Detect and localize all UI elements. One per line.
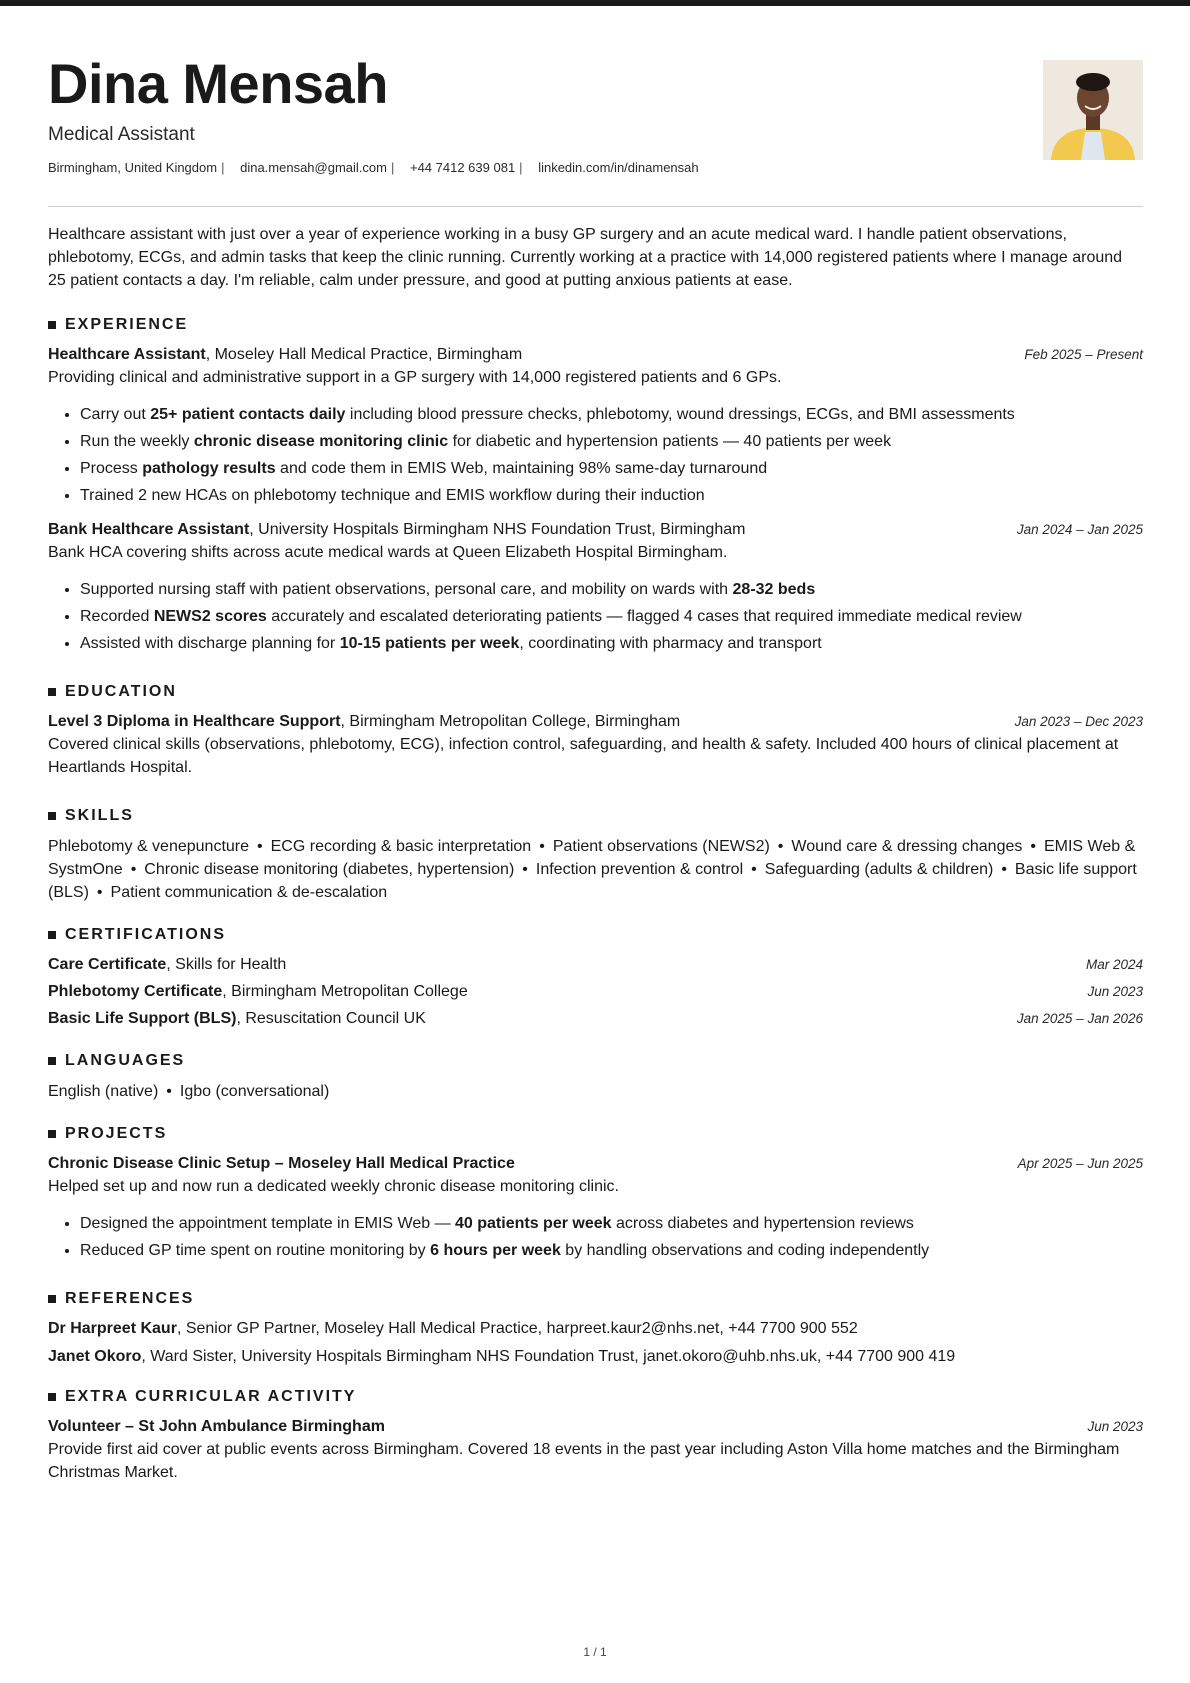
project-date: Apr 2025 – Jun 2025 xyxy=(1017,1156,1143,1171)
skill-item: Basic life support (BLS) xyxy=(48,861,1137,901)
bullet-item xyxy=(80,1210,1143,1237)
skill-item: Patient communication & de-escalation xyxy=(110,884,388,901)
education-description: Covered clinical skills (observations, phlebotomy, ECG), infection control, safeguarding, and health & safety. Included 400 hours of clinical placement at Heartlands Hospital. xyxy=(48,736,1119,776)
bullet-highlight: 28-32 beds xyxy=(732,581,816,598)
entry-heading xyxy=(48,346,522,364)
language-item: Igbo (conversational) xyxy=(179,1083,330,1100)
bullet-text: including blood pressure checks, phlebotomy, wound dressings, ECGs, and BMI assessments xyxy=(345,406,1015,423)
skill-item: Patient observations (NEWS2) xyxy=(552,838,770,855)
education-org: , Birmingham Metropolitan College, Birmingham xyxy=(340,713,681,730)
bullet-dot-icon: • xyxy=(1001,861,1007,878)
person-avatar-icon xyxy=(1043,60,1143,160)
certification-org: , Birmingham Metropolitan College xyxy=(222,983,468,1000)
skill-item: EMIS Web & SystmOne xyxy=(48,838,1136,878)
section-skills xyxy=(48,807,1143,825)
entry-head xyxy=(48,346,1143,364)
bullet-dot-icon: • xyxy=(777,838,784,855)
section-title: LANGUAGES xyxy=(65,1052,186,1069)
bullet-item xyxy=(80,428,1143,455)
bullet-dot-icon: • xyxy=(522,861,528,878)
contact-separator: | xyxy=(390,160,395,175)
certification-heading xyxy=(48,1010,426,1028)
job-date: Feb 2025 – Present xyxy=(1024,347,1143,362)
reference-row xyxy=(48,1348,1143,1366)
certification-date: Mar 2024 xyxy=(1085,957,1143,972)
section-square-icon xyxy=(48,321,56,329)
bullet-dot-icon: • xyxy=(96,884,103,901)
bullet-text: Designed the appointment template in EMIS Web — xyxy=(80,1215,456,1232)
project-description: Helped set up and now run a dedicated weekly chronic disease monitoring clinic. xyxy=(48,1178,619,1195)
entry-head xyxy=(48,713,1143,731)
bullet-text: Run the weekly xyxy=(80,433,194,450)
bullet-highlight: 40 patients per week xyxy=(455,1215,612,1232)
bullet-dot-icon: • xyxy=(751,861,757,878)
bullet-highlight: pathology results xyxy=(142,460,276,477)
contact-linkedin[interactable]: linkedin.com/in/dinamensah xyxy=(538,160,699,175)
contact-phone[interactable]: +44 7412 639 081 xyxy=(409,160,516,175)
section-square-icon xyxy=(48,1393,56,1401)
section-square-icon xyxy=(48,931,56,939)
job-bullets xyxy=(48,401,1143,509)
entry-heading xyxy=(48,713,680,731)
top-border xyxy=(0,0,1190,6)
reference-detail: , Ward Sister, University Hospitals Birmingham NHS Foundation Trust, janet.okoro@uhb.nhs.uk, +44 7700 900 419 xyxy=(141,1348,956,1365)
section-certifications xyxy=(48,926,1143,944)
entry-head xyxy=(48,1418,1143,1436)
bullet-item xyxy=(80,482,1143,509)
experience-item xyxy=(48,521,1143,657)
bullet-text: Reduced GP time spent on routine monitoring by xyxy=(80,1242,431,1259)
bullet-highlight: NEWS2 scores xyxy=(153,608,267,625)
certification-row xyxy=(48,1010,1143,1028)
section-title: SKILLS xyxy=(65,807,134,824)
certification-name: Phlebotomy Certificate xyxy=(48,983,223,1000)
section-square-icon xyxy=(48,1130,56,1138)
reference-name: Dr Harpreet Kaur xyxy=(48,1320,177,1337)
bullet-item xyxy=(80,576,1143,603)
bullet-dot-icon: • xyxy=(130,861,137,878)
section-title: EDUCATION xyxy=(65,683,177,700)
section-languages xyxy=(48,1052,1143,1070)
section-square-icon xyxy=(48,812,56,820)
certification-row xyxy=(48,983,1143,1001)
entry-head xyxy=(48,521,1143,539)
certification-date: Jan 2025 – Jan 2026 xyxy=(1016,1011,1143,1026)
section-experience xyxy=(48,316,1143,334)
bullet-text: Process xyxy=(80,460,143,477)
skill-item: Safeguarding (adults & children) xyxy=(764,861,994,878)
entry-heading xyxy=(48,521,745,539)
experience-item xyxy=(48,346,1143,509)
activity-date: Jun 2023 xyxy=(1087,1419,1143,1434)
job-description: Bank HCA covering shifts across acute medical wards at Queen Elizabeth Hospital Birmingham. xyxy=(48,544,728,561)
bullet-highlight: 6 hours per week xyxy=(430,1242,561,1259)
bullet-dot-icon: • xyxy=(1030,838,1036,855)
job-org: , University Hospitals Birmingham NHS Foundation Trust, Birmingham xyxy=(249,521,746,538)
bullet-highlight: 10-15 patients per week xyxy=(339,635,520,652)
job-org: , Moseley Hall Medical Practice, Birmingham xyxy=(205,346,523,363)
entry-head xyxy=(48,1155,1143,1173)
header-divider xyxy=(48,206,1143,207)
job-role: Healthcare Assistant xyxy=(48,346,206,363)
bullet-item xyxy=(80,455,1143,482)
section-title: PROJECTS xyxy=(65,1125,168,1142)
bullet-item xyxy=(80,401,1143,428)
skill-item: Infection prevention & control xyxy=(535,861,744,878)
section-references xyxy=(48,1290,1143,1308)
section-title: REFERENCES xyxy=(65,1290,195,1307)
project-bullets xyxy=(48,1210,1143,1264)
project-title: Chronic Disease Clinic Setup – Moseley Hall Medical Practice xyxy=(48,1155,515,1172)
activity-title: Volunteer – St John Ambulance Birmingham xyxy=(48,1418,385,1435)
skills-list xyxy=(48,835,1143,904)
skill-item: Wound care & dressing changes xyxy=(791,838,1023,855)
bullet-text: , coordinating with pharmacy and transport xyxy=(519,635,822,652)
education-date: Jan 2023 – Dec 2023 xyxy=(1014,714,1143,729)
certification-row xyxy=(48,956,1143,974)
summary: Healthcare assistant with just over a year of experience working in a busy GP surgery and an acute medical ward. I handle patient observations, phlebotomy, ECGs, and admin tasks that keep the clinic running. Currently working at a practice with 14,000 registered patients where I manage around 25 patient contacts a day. I'm reliable, calm under pressure, and good at putting anxious patients at ease. xyxy=(48,226,1123,289)
bullet-text: Trained 2 new HCAs on phlebotomy technique and EMIS workflow during their induction xyxy=(80,487,705,504)
section-title: EXTRA CURRICULAR ACTIVITY xyxy=(65,1388,357,1405)
reference-detail: , Senior GP Partner, Moseley Hall Medical Practice, harpreet.kaur2@nhs.net, +44 7700 900 552 xyxy=(176,1320,858,1337)
bullet-text: across diabetes and hypertension reviews xyxy=(611,1215,914,1232)
contact-line xyxy=(48,160,1143,175)
section-square-icon xyxy=(48,1057,56,1065)
bullet-item xyxy=(80,603,1143,630)
bullet-text: for diabetic and hypertension patients — 40 patients per week xyxy=(448,433,892,450)
section-square-icon xyxy=(48,1295,56,1303)
bullet-text: and code them in EMIS Web, maintaining 98% same-day turnaround xyxy=(275,460,768,477)
certification-name: Basic Life Support (BLS) xyxy=(48,1010,237,1027)
certification-org: , Resuscitation Council UK xyxy=(236,1010,426,1027)
job-description: Providing clinical and administrative support in a GP surgery with 14,000 registered patients and 6 GPs. xyxy=(48,369,782,386)
skill-item: ECG recording & basic interpretation xyxy=(270,838,532,855)
reference-row xyxy=(48,1320,1143,1338)
section-title: EXPERIENCE xyxy=(65,316,189,333)
candidate-name: Dina Mensah xyxy=(48,52,388,115)
bullet-text: Assisted with discharge planning for xyxy=(80,635,340,652)
certification-date: Jun 2023 xyxy=(1087,984,1143,999)
education-degree: Level 3 Diploma in Healthcare Support xyxy=(48,713,341,730)
contact-email[interactable]: dina.mensah@gmail.com xyxy=(240,160,387,175)
languages-list xyxy=(48,1080,1143,1103)
certification-heading xyxy=(48,983,468,1001)
bullet-text: Supported nursing staff with patient observations, personal care, and mobility on wards with xyxy=(80,581,733,598)
job-role: Bank Healthcare Assistant xyxy=(48,521,250,538)
job-bullets xyxy=(48,576,1143,657)
contact-separator: | xyxy=(519,160,523,175)
resume-header xyxy=(48,52,1143,206)
activity-description: Provide first aid cover at public events across Birmingham. Covered 18 events in the past year including Aston Villa home matches and the Birmingham Christmas Market. xyxy=(48,1441,1120,1481)
reference-name: Janet Okoro xyxy=(48,1348,142,1365)
section-title: CERTIFICATIONS xyxy=(65,926,227,943)
candidate-title: Medical Assistant xyxy=(48,124,195,145)
skill-item: Chronic disease monitoring (diabetes, hypertension) xyxy=(144,861,515,878)
contact-separator: | xyxy=(221,160,225,175)
bullet-item xyxy=(80,630,1143,657)
bullet-text: accurately and escalated deteriorating patients — flagged 4 cases that required immediate medical review xyxy=(266,608,1022,625)
section-education xyxy=(48,683,1143,701)
certification-org: , Skills for Health xyxy=(166,956,287,973)
section-square-icon xyxy=(48,688,56,696)
bullet-dot-icon: • xyxy=(539,838,545,855)
bullet-dot-icon: • xyxy=(257,838,263,855)
page-number: 1 / 1 xyxy=(583,1645,607,1659)
certification-heading xyxy=(48,956,286,974)
profile-photo xyxy=(1043,60,1143,160)
section-extra-curricular xyxy=(48,1388,1143,1406)
bullet-item xyxy=(80,1237,1143,1264)
bullet-text: Recorded xyxy=(80,608,154,625)
skill-item: Phlebotomy & venepuncture xyxy=(48,838,250,855)
bullet-highlight: 25+ patient contacts daily xyxy=(150,406,346,423)
resume-page xyxy=(48,44,1143,1484)
language-item: English (native) xyxy=(48,1083,159,1100)
job-date: Jan 2024 – Jan 2025 xyxy=(1016,522,1143,537)
section-projects xyxy=(48,1125,1143,1143)
bullet-highlight: chronic disease monitoring clinic xyxy=(193,433,449,450)
bullet-text: by handling observations and coding independently xyxy=(560,1242,930,1259)
certification-name: Care Certificate xyxy=(48,956,167,973)
bullet-dot-icon: • xyxy=(166,1083,172,1100)
bullet-text: Carry out xyxy=(80,406,151,423)
contact-location: Birmingham, United Kingdom xyxy=(48,160,218,175)
